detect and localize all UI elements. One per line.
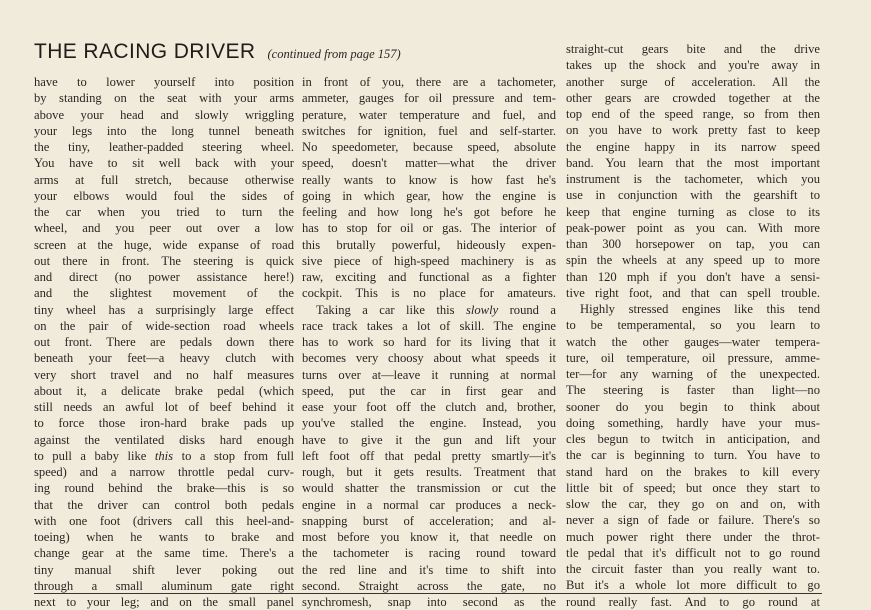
text-line: The steering is faster than light—no (566, 383, 820, 398)
text-line: really wants to know is how fast he's (302, 172, 556, 187)
text-line: synchromesh, snap into second as the (302, 595, 556, 609)
text-line: toeing) when he wants to brake and (34, 530, 294, 544)
text-line: becomes very choosy about what speeds it (302, 351, 556, 366)
text-line: cockpit. This is no place for amateurs. (302, 286, 556, 301)
text-line: the circuit faster than you really want to. (566, 562, 820, 576)
text-line: beneath your feet—a heavy clutch with (34, 351, 294, 366)
text-line: against the ventilated disks hard enough (34, 432, 294, 447)
text-line: most before you know it, that needle on (302, 530, 556, 544)
text-line: than 300 horsepower on tap, you can (566, 237, 820, 251)
text-line: by standing on the seat with your arms (34, 91, 294, 106)
text-line: to pull a baby like this to a stop from full (34, 448, 294, 463)
text-line: the car is beginning to turn. You have to (566, 448, 820, 463)
text-line: on you have to work pretty fast to keep (566, 123, 820, 138)
text-line: use in conjunction with the gearshift to (566, 188, 820, 203)
text-line: to be temperamental, so you learn to (566, 318, 820, 333)
text-line: tive right foot, and that can spell trouble. (566, 285, 820, 300)
text-line: watch the other gauges—water tempera- (566, 334, 820, 349)
text-line: No speedometer, because speed, absolute (302, 140, 556, 154)
text-line: have to lower yourself into position (34, 75, 294, 89)
text-line: would shatter the transmission or cut the (302, 481, 556, 496)
text-line: the engine happy in its narrow speed (566, 139, 820, 154)
text-line: takes up the shock and you're away in (566, 58, 820, 73)
text-line: ing round behind the brake—this is so (34, 481, 294, 496)
text-line: race track takes a lot of skill. The engine (302, 318, 556, 333)
text-line: ease your foot off the clutch and, brother, (302, 400, 556, 414)
text-line: your elbows would foul the sides of (34, 188, 294, 203)
text-line: the tachometer is racing round toward (302, 546, 556, 561)
text-line: turns over at—leave it running at normal (302, 367, 556, 382)
text-line: stand hard on the brakes to kill every (566, 464, 820, 479)
text-line: sive piece of high-speed machinery is as (302, 253, 556, 268)
text-line: tiny wheel has a surprisingly large effect (34, 302, 294, 317)
text-line: spin the wheels at any speed up to more (566, 253, 820, 268)
text-line: and the slightest movement of the (34, 286, 294, 301)
text-line: peak-power point as you can. With more (566, 220, 820, 235)
text-line: the red line and it's time to shift into (302, 562, 556, 577)
text-line: much power right there under the throt- (566, 529, 820, 544)
text-line: in front of you, there are a tachometer, (302, 75, 556, 89)
text-line: tle pedal that it's difficult not to go round (566, 545, 820, 560)
text-line: speed, doesn't matter—what the driver (302, 156, 556, 171)
text-line: speed, put the car in first gear and (302, 383, 556, 398)
text-line: tiny manual shift lever poking out (34, 562, 294, 577)
text-line: band. You learn that the most important (566, 155, 820, 170)
text-line: ter—for any warning of the unexpected. (566, 367, 820, 381)
text-column-2 (302, 74, 556, 610)
text-line: that the driver can control both pedals (34, 497, 294, 512)
text-line: But it's a whole lot more difficult to go (566, 578, 820, 593)
text-line: keep that engine turning as close to its (566, 204, 820, 219)
text-line: change gear at the same time. There's a (34, 546, 294, 561)
text-line: ammeter, gauges for oil pressure and tem- (302, 91, 556, 106)
text-line: on the pair of wide-section road wheels (34, 318, 294, 333)
text-line: cles begun to twitch in anticipation, and (566, 432, 820, 446)
text-line: screen at the huge, wide expanse of road (34, 237, 294, 252)
text-line: next to your leg; and on the small panel (34, 595, 294, 609)
text-line: your legs into the long tunnel beneath (34, 123, 294, 138)
text-line: with one foot (drivers call this heel-and- (34, 513, 294, 528)
text-line: rough, but it gets results. Treatment that (302, 465, 556, 479)
text-line: wheel, and you peer out over a low (34, 221, 294, 236)
text-line: has to work so hard for its living that it (302, 335, 556, 349)
text-line: sooner do you begin to think about (566, 399, 820, 414)
text-line: have to give it the gun and lift your (302, 432, 556, 447)
italic-word: this (154, 448, 174, 463)
article-heading (34, 41, 401, 65)
text-line: has to stop for oil or gas. The interior of (302, 221, 556, 236)
text-line: going in which gear, how the engine is (302, 188, 556, 203)
text-line: this brutally powerful, hideously expen- (302, 237, 556, 252)
text-line: the car when you tried to turn the (34, 205, 294, 219)
continued-note: (continued from page 157) (267, 47, 401, 61)
text-line: and direct (no power assistance here!) (34, 270, 294, 284)
text-line: to force those iron-hard brake pads up (34, 416, 294, 431)
text-line: snapping burst of acceleration; and al- (302, 513, 556, 528)
text-line: about it, a delicate brake pedal (which (34, 383, 294, 398)
text-line: never a sign of fade or failure. There's so (566, 513, 820, 528)
text-line: left foot off that pedal pretty smartly—it's (302, 448, 556, 463)
text-line: top end of the speed range, so from then (566, 107, 820, 121)
italic-word: slowly (465, 302, 499, 317)
text-column-3 (566, 41, 820, 610)
text-line: than 120 mph if you don't have a sensi- (566, 269, 820, 284)
text-line: speed) and a narrow throttle pedal curv- (34, 465, 294, 479)
text-line: other gears are crowded together at the (566, 90, 820, 105)
text-column-1 (34, 74, 294, 610)
text-line: still needs an awful lot of beef behind it (34, 400, 294, 414)
text-line: instrument is the tachometer, which you (566, 172, 820, 186)
text-line: feeling and how long he's got before he (302, 205, 556, 219)
text-line: out there in front. The steering is quick (34, 253, 294, 268)
text-line: another surge of acceleration. All the (566, 74, 820, 89)
text-line: out front. There are pedals down there (34, 335, 294, 349)
text-line: perature, water temperature and fuel, and (302, 107, 556, 122)
text-line: you've stalled the engine. Instead, you (302, 416, 556, 431)
text-line: little bit of speed; but once they start to (566, 480, 820, 495)
text-line: doing something, hardly have your mus- (566, 415, 820, 430)
text-line: the tiny, leather-padded steering wheel. (34, 140, 294, 154)
text-line: raw, exciting and functional as a fighter (302, 270, 556, 284)
text-line: second. Straight across the gate, no (302, 578, 556, 593)
article-title: THE RACING DRIVER (34, 40, 256, 63)
text-line: straight-cut gears bite and the drive (566, 42, 820, 56)
text-line: Taking a car like this slowly round a (316, 302, 556, 317)
text-line: ture, oil temperature, oil pressure, amme- (566, 350, 820, 365)
text-line: very short travel and no half measures (34, 367, 294, 382)
text-line: arms at full stretch, because otherwise (34, 172, 294, 187)
text-line: round really fast. And to go round at (566, 594, 820, 609)
text-line: through a small aluminum gate right (34, 578, 294, 593)
text-line: above your head and slowly wriggling (34, 107, 294, 122)
text-line: slow the car, they go on and on, with (566, 497, 820, 511)
text-line: You have to sit well back with your (34, 156, 294, 171)
bottom-rule (34, 593, 822, 594)
text-line: Highly stressed engines like this tend (580, 302, 820, 316)
text-line: engine in a normal car produces a neck- (302, 497, 556, 512)
text-line: switches for ignition, fuel and self-starter. (302, 123, 556, 138)
